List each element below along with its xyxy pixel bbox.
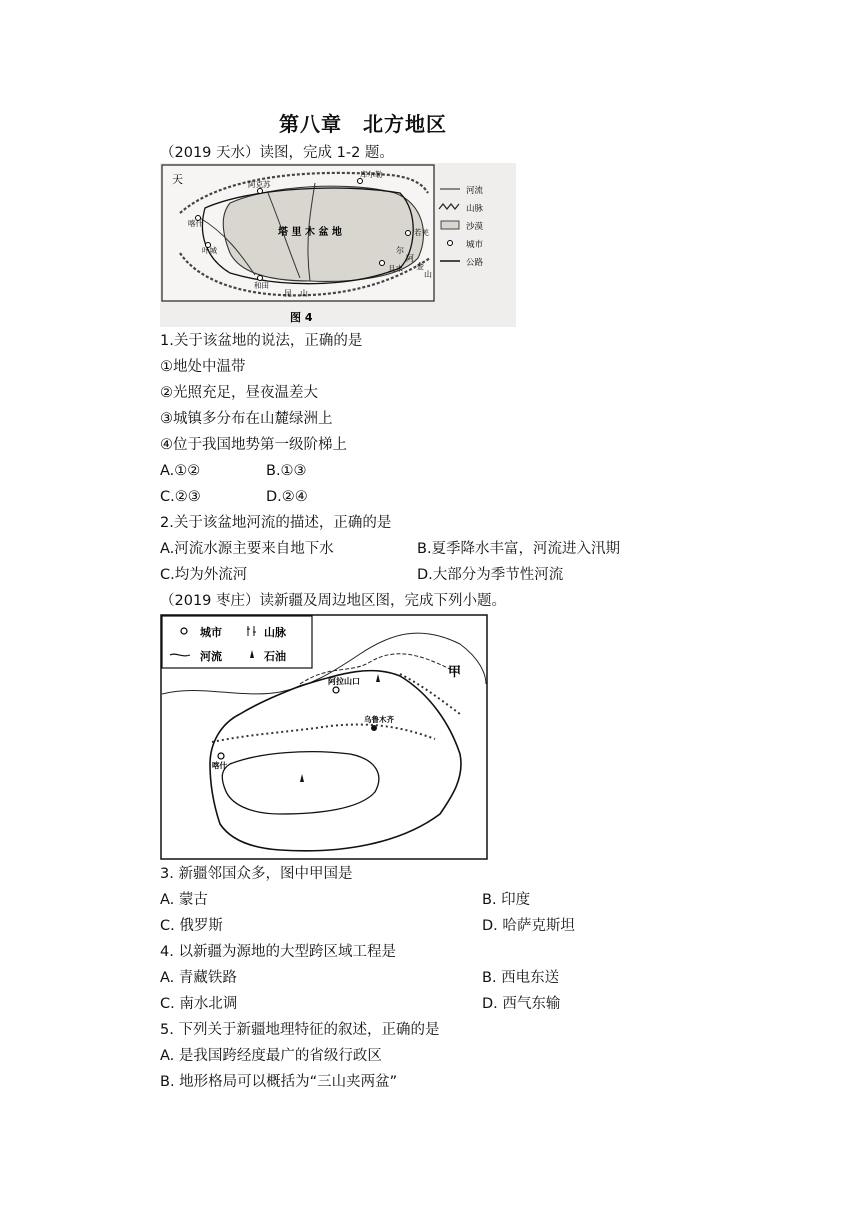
q4-option-c: C. 南水北调 [160,996,238,1012]
q1-item-2: ②光照充足，昼夜温差大 [160,385,318,401]
q3-stem: 3. 新疆邻国众多，图中甲国是 [160,866,353,882]
map1-label-a: 阿 [406,254,414,263]
section2-intro: （2019 枣庄）读新疆及周边地区图，完成下列小题。 [160,593,507,609]
map2-legend-mountain: 山脉 [264,626,286,639]
q1-option-b: B.①③ [266,463,307,479]
map2-label-alashankou: 阿拉山口 [328,677,360,686]
q5-option-a: A. 是我国跨经度最广的省级行政区 [160,1048,382,1064]
tarim-basin-map [160,163,516,327]
map1-legend-river: 河流 [466,186,484,196]
map2-label-jia: 甲 [448,665,462,680]
q2-stem: 2.关于该盆地河流的描述，正确的是 [160,515,392,531]
q2-option-c: C.均为外流河 [160,567,248,583]
map1-label-tian: 天 [172,173,183,186]
map1-label-kuerle: 库尔勒 [360,170,383,179]
q3-option-c: C. 俄罗斯 [160,918,223,934]
q4-stem: 4. 以新疆为源地的大型跨区域工程是 [160,944,396,960]
q3-option-a: A. 蒙古 [160,892,208,908]
q1-option-c: C.②③ [160,489,201,505]
map1-label-qiemo: 且末 [388,264,403,273]
map1-label-kashi: 喀什 [188,219,203,228]
map1-legend-city: 城市 [466,240,484,250]
tarim-map-figure [160,163,516,327]
xinjiang-map-figure [160,614,488,860]
q3-option-d: D. 哈萨克斯坦 [482,918,575,934]
q1-option-d: D.②④ [266,489,308,505]
q2-option-b: B.夏季降水丰富，河流进入汛期 [417,541,621,557]
q1-stem: 1.关于该盆地的说法，正确的是 [160,333,363,349]
map1-label-yecheng: 叶城 [202,246,217,255]
q1-item-4: ④位于我国地势第一级阶梯上 [160,437,347,453]
map1-caption: 图 4 [290,311,313,324]
map1-label-er: 尔 [396,246,404,255]
q3-option-b: B. 印度 [482,892,531,908]
q4-option-b: B. 西电东送 [482,970,560,986]
q5-stem: 5. 下列关于新疆地理特征的叙述，正确的是 [160,1022,440,1038]
map1-label-akesu: 阿克苏 [248,180,271,189]
q4-option-a: A. 青藏铁路 [160,970,237,986]
map2-legend-river: 河流 [200,650,222,663]
map1-legend-mountain: 山脉 [466,204,484,214]
map2-legend-city: 城市 [200,626,222,639]
map1-label-shan: 山 [300,289,308,298]
q1-item-3: ③城镇多分布在山麓绿洲上 [160,411,333,427]
map2-label-urumqi: 乌鲁木齐 [364,715,394,724]
q1-option-a: A.①② [160,463,201,479]
map1-label-shan2: 山 [424,270,432,279]
map1-legend-desert: 沙漠 [466,222,484,232]
q2-option-d: D.大部分为季节性河流 [417,567,564,583]
chapter-title: 第八章 北方地区 [279,112,447,136]
section1-intro: （2019 天水）读图，完成 1-2 题。 [160,145,394,161]
map1-label-ruoqiang: 若羌 [414,228,429,237]
map1-label-hetian: 和田 [254,281,269,290]
map2-legend-oil: 石油 [264,650,286,663]
q4-option-d: D. 西气东输 [482,996,561,1012]
map1-label-kun: 昆 [284,289,292,298]
xinjiang-map [160,614,488,860]
map1-label-jin: 金 [416,262,424,271]
q5-option-b: B. 地形格局可以概括为“三山夹两盆” [160,1074,398,1090]
map2-label-kashi: 喀什 [212,761,227,770]
map1-legend-road: 公路 [466,258,484,268]
map1-basin-label: 塔 里 木 盆 地 [278,227,342,238]
q1-item-1: ①地处中温带 [160,359,246,375]
q2-option-a: A.河流水源主要来自地下水 [160,541,334,557]
